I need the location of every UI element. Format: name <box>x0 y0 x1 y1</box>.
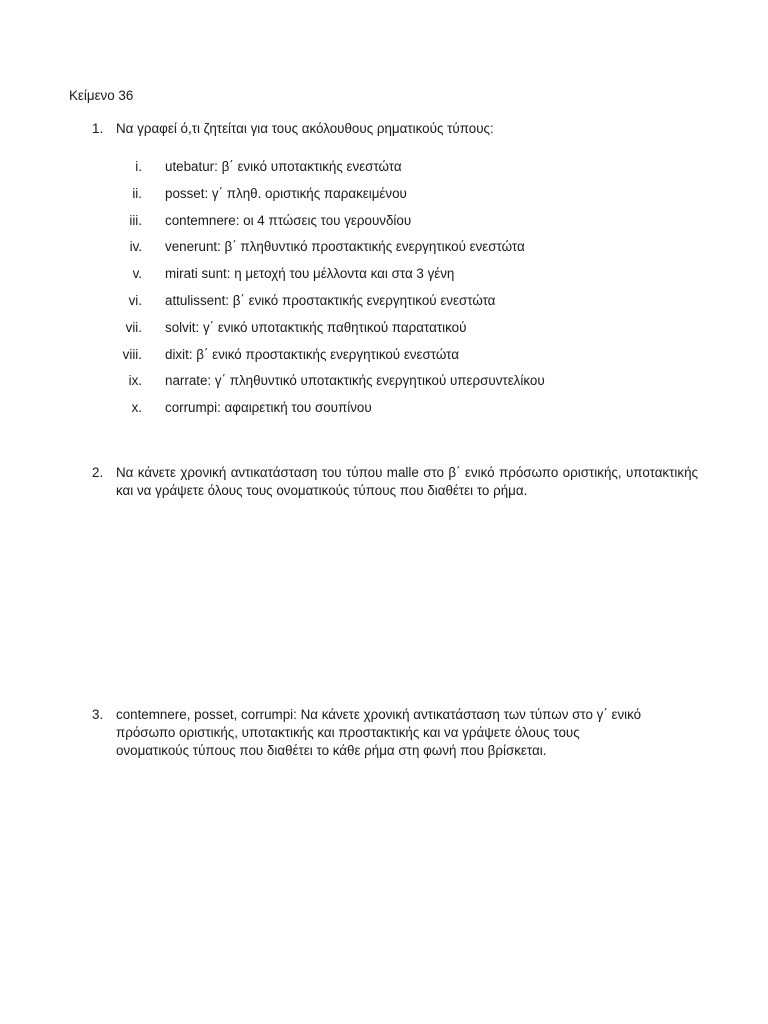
question-text: Να γραφεί ό,τι ζητείται για τους ακόλουθους ρηματικούς τύπους: <box>116 121 494 136</box>
list-item <box>92 399 692 426</box>
list-item-text: solvit: γ΄ ενικό υποτακτικής παθητικού παρατατικού <box>165 319 467 335</box>
list-numeral: ix. <box>128 373 142 389</box>
list-numeral: iv. <box>129 239 142 255</box>
list-numeral: vii. <box>125 319 142 335</box>
question-number: 1. <box>92 121 104 136</box>
list-item <box>92 185 692 212</box>
list-numeral: x. <box>131 400 142 416</box>
list-item <box>92 292 692 319</box>
subitem-list <box>92 158 692 426</box>
list-numeral: vi. <box>128 292 142 308</box>
question-text: Να κάνετε χρονική αντικατάσταση του τύπου malle στο β΄ ενικό πρόσωπο οριστικής, υποτακτικής και να γράψετε όλους τους ονοματικούς τύπους που διαθέτει το ρήμα. <box>116 465 698 498</box>
list-item-text: attulissent: β΄ ενικό προστακτικής ενεργητικού ενεστώτα <box>165 292 496 308</box>
list-item <box>92 372 692 399</box>
question-number: 3. <box>92 707 104 722</box>
list-numeral: iii. <box>129 212 142 228</box>
list-item <box>92 346 692 373</box>
list-item <box>92 212 692 239</box>
list-item-text: narrate: γ΄ πληθυντικό υποτακτικής ενεργητικού υπερσυντελίκου <box>165 373 545 389</box>
list-item-text: contemnere: οι 4 πτώσεις του γερουνδίου <box>165 212 412 228</box>
list-item <box>92 238 692 265</box>
question-3 <box>92 706 698 760</box>
list-numeral: v. <box>132 266 142 282</box>
question-text-line: ονοματικούς τύπους που διαθέτει το κάθε ρήμα στη φωνή που βρίσκεται. <box>116 743 547 758</box>
list-item <box>92 158 692 185</box>
question-number: 2. <box>92 465 104 480</box>
question-2 <box>92 464 698 500</box>
question-text <box>116 706 698 760</box>
list-item-text: utebatur: β΄ ενικό υποτακτικής ενεστώτα <box>165 159 402 174</box>
list-item-text: mirati sunt: η μετοχή του μέλλοντα και στα 3 γένη <box>165 266 455 282</box>
list-numeral: viii. <box>122 346 142 362</box>
list-item <box>92 319 692 346</box>
list-numeral: i. <box>135 159 142 174</box>
question-text-line: contemnere, posset, corrumpi: Να κάνετε χρονική αντικατάσταση των τύπων στο γ΄ ενικό <box>116 707 642 722</box>
document-title: Κείμενο 36 <box>69 88 134 103</box>
list-item <box>92 265 692 292</box>
list-item-text: dixit: β΄ ενικό προστακτικής ενεργητικού ενεστώτα <box>165 346 459 362</box>
list-numeral: ii. <box>132 185 142 201</box>
list-item-text: venerunt: β΄ πληθυντικό προστακτικής ενεργητικού ενεστώτα <box>165 239 525 255</box>
question-text-line: πρόσωπο οριστικής, υποτακτικής και προστακτικής και να γράψετε όλους τους <box>116 725 580 740</box>
question-1 <box>92 120 698 138</box>
list-item-text: posset: γ΄ πληθ. οριστικής παρακειμένου <box>165 185 407 201</box>
list-item-text: corrumpi: αφαιρετική του σουπίνου <box>165 400 372 416</box>
